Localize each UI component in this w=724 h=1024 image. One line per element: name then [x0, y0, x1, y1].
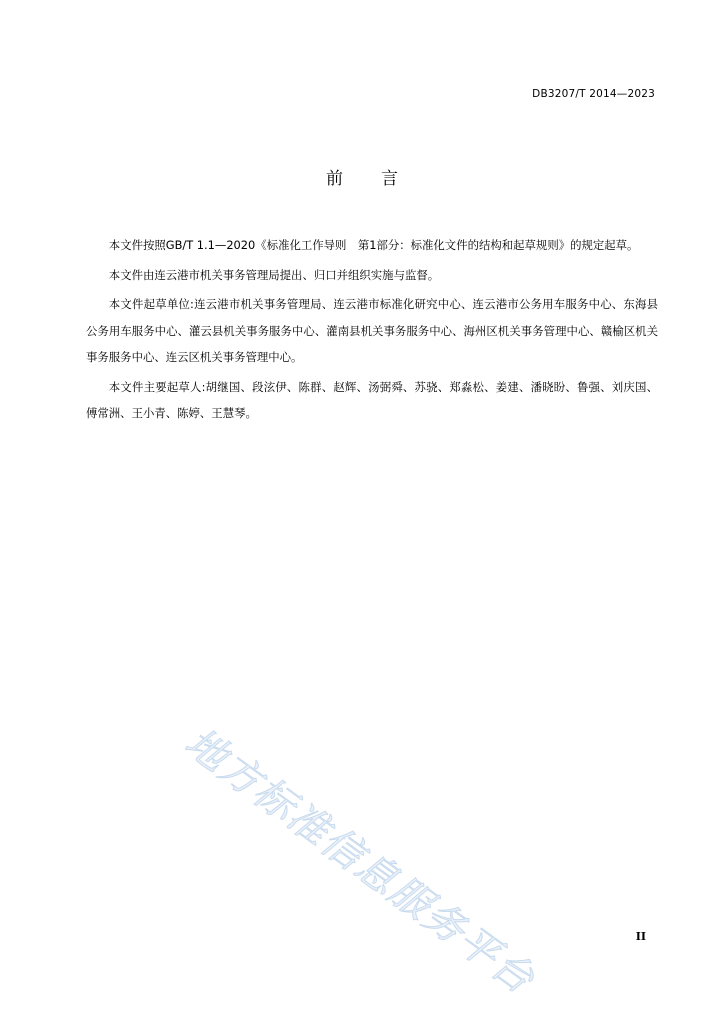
paragraph-drafting-rules: 本文件按照GB/T 1.1—2020《标准化工作导则 第1部分：标准化文件的结构和起草规则》的规定起草。 — [108, 238, 639, 252]
foreword-body — [86, 232, 658, 430]
paragraph-proposer: 本文件由连云港市机关事务管理局提出、归口并组织实施与监督。 — [108, 267, 440, 282]
page-title — [0, 164, 724, 189]
page-number: II — [635, 930, 646, 943]
document-number: DB3207/T 2014—2023 — [532, 88, 655, 100]
watermark: 地方标准信息服务平台 — [176, 719, 544, 1004]
paragraph-drafters: 本文件主要起草人:胡继国、段泫伊、陈群、赵辉、汤弼舜、苏骁、郑淼松、姜建、潘晓盼、鲁强、刘庆国、傅常洲、王小青、陈婷、王慧琴。 — [86, 379, 658, 420]
title-char-2: 言 — [381, 169, 398, 189]
title-char-1: 前 — [326, 169, 343, 189]
paragraph-drafting-units: 本文件起草单位:连云港市机关事务管理局、连云港市标准化研究中心、连云港市公务用车服务中心、东海县公务用车服务中心、灌云县机关事务服务中心、灌南县机关事务服务中心、海州区机关事务管理中心、赣榆区机关事务服务中心、连云区机关事务管理中心。 — [86, 297, 658, 364]
